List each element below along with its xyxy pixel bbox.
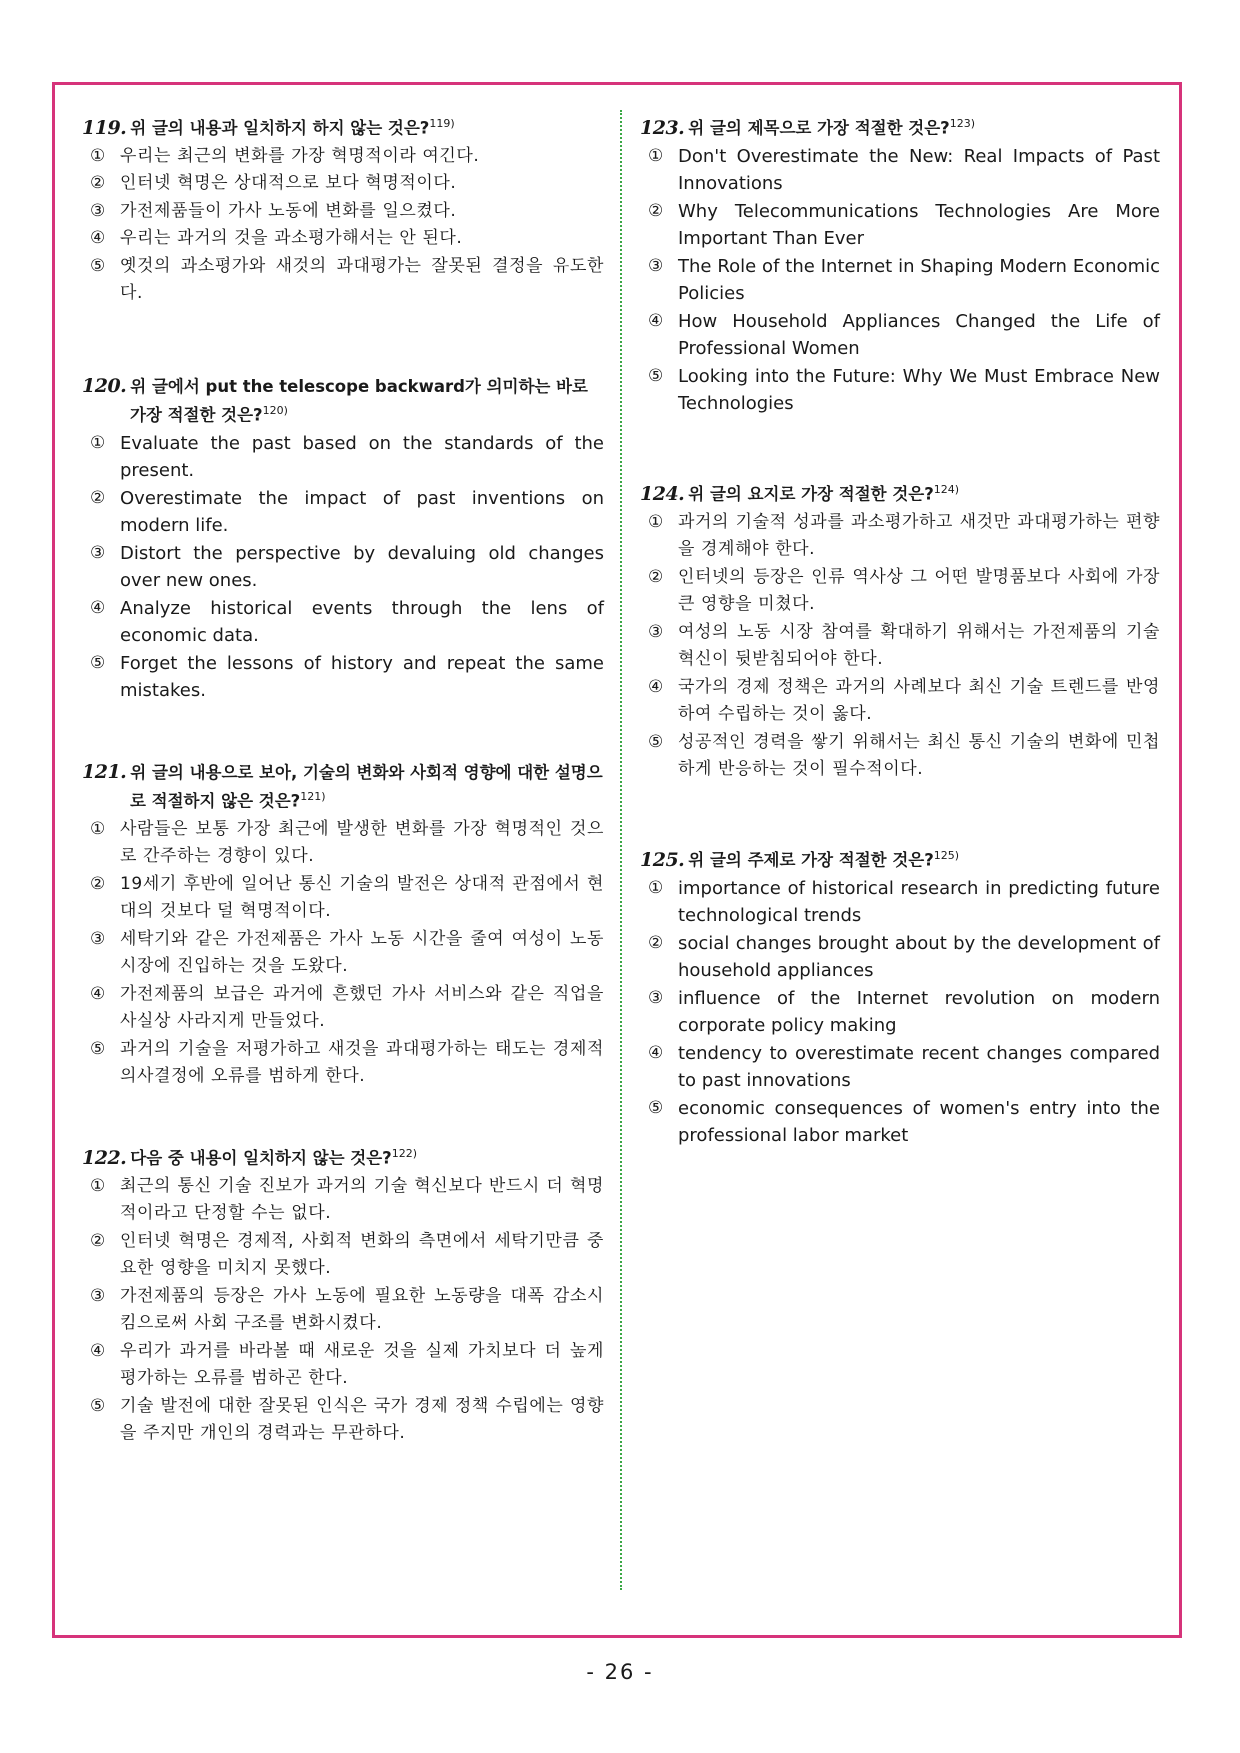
answer-option-3[interactable]	[640, 253, 1160, 308]
answer-option-3[interactable]	[82, 1283, 604, 1338]
option-text: 기술 발전에 대한 잘못된 인식은 국가 경제 정책 수립에는 영향을 주지만 개인의 경력과는 무관하다.	[120, 1395, 604, 1443]
option-text: 세탁기와 같은 가전제품은 가사 노동 시간을 줄여 여성이 노동 시장에 진입하는 것을 도왔다.	[120, 928, 604, 976]
option-marker: ④	[648, 1042, 664, 1063]
question-number: 121.	[82, 761, 127, 783]
option-marker: ⑤	[90, 1395, 106, 1416]
answer-option-3[interactable]	[82, 198, 604, 226]
answer-option-4[interactable]	[640, 674, 1160, 729]
option-text: Analyze historical events through the lens of economic data.	[120, 597, 604, 646]
question-prompt	[640, 844, 1160, 873]
question-124	[640, 478, 1160, 784]
question-prompt	[82, 374, 604, 428]
option-marker: ①	[90, 818, 106, 839]
question-ref: 122)	[391, 1147, 418, 1160]
page-number: - 26 -	[586, 1660, 654, 1684]
answer-option-1[interactable]	[640, 509, 1160, 564]
answer-option-5[interactable]	[640, 729, 1160, 784]
answer-option-2[interactable]	[82, 1228, 604, 1283]
answer-options	[82, 430, 604, 705]
answer-option-1[interactable]	[82, 1173, 604, 1228]
option-text: Looking into the Future: Why We Must Embrace New Technologies	[678, 365, 1160, 414]
answer-options	[82, 816, 604, 1091]
question-text: 위 글의 내용과 일치하지 하지 않는 것은?	[130, 118, 430, 138]
option-text: Overestimate the impact of past inventions on modern life.	[120, 487, 604, 536]
option-marker: ①	[648, 145, 664, 166]
option-marker: ③	[648, 621, 664, 642]
option-text: Distort the perspective by devaluing old changes over new ones.	[120, 542, 604, 591]
answer-options	[640, 509, 1160, 784]
option-text: influence of the Internet revolution on modern corporate policy making	[678, 987, 1160, 1036]
option-text: 최근의 통신 기술 진보가 과거의 기술 혁신보다 반드시 더 혁명적이라고 단정할 수는 없다.	[120, 1175, 604, 1223]
question-ref: 119)	[429, 117, 455, 130]
option-text: 여성의 노동 시장 참여를 확대하기 위해서는 가전제품의 기술 혁신이 뒷받침되어야 한다.	[678, 621, 1160, 669]
answer-option-4[interactable]	[82, 1338, 604, 1393]
option-text: 국가의 경제 정책은 과거의 사례보다 최신 기술 트렌드를 반영하여 수립하는 것이 옳다.	[678, 676, 1160, 724]
option-marker: ②	[90, 487, 106, 508]
question-123	[640, 112, 1160, 418]
answer-option-4[interactable]	[82, 225, 604, 253]
question-119	[82, 112, 604, 308]
option-text: 우리가 과거를 바라볼 때 새로운 것을 실제 가치보다 더 높게 평가하는 오류를 범하곤 한다.	[120, 1340, 604, 1388]
option-text: 사람들은 보통 가장 최근에 발생한 변화를 가장 혁명적인 것으로 간주하는 경향이 있다.	[120, 818, 604, 866]
question-ref: 121)	[300, 790, 326, 803]
answer-option-2[interactable]	[640, 564, 1160, 619]
option-marker: ④	[90, 597, 106, 618]
answer-option-2[interactable]	[640, 198, 1160, 253]
option-marker: ⑤	[90, 652, 106, 673]
question-prompt	[82, 760, 604, 814]
option-marker: ⑤	[90, 255, 106, 276]
option-marker: ④	[648, 310, 664, 331]
answer-options	[82, 1173, 604, 1448]
column-divider	[620, 110, 622, 1590]
option-text: Forget the lessons of history and repeat the same mistakes.	[120, 652, 604, 701]
question-text: 위 글의 주제로 가장 적절한 것은?	[688, 850, 934, 870]
answer-option-5[interactable]	[640, 363, 1160, 418]
option-text: 인터넷 혁명은 상대적으로 보다 혁명적이다.	[120, 173, 457, 193]
option-text: 옛것의 과소평가와 새것의 과대평가는 잘못된 결정을 유도한다.	[120, 255, 604, 303]
answer-option-2[interactable]	[82, 485, 604, 540]
option-text: importance of historical research in predicting future technological trends	[678, 877, 1160, 926]
answer-options	[640, 143, 1160, 418]
question-prompt	[640, 112, 1160, 141]
question-number: 123.	[640, 116, 685, 139]
question-number: 122.	[82, 1146, 127, 1169]
question-121	[82, 760, 604, 1091]
question-text: 위 글의 요지로 가장 적절한 것은?	[688, 484, 934, 504]
question-text: 위 글의 제목으로 가장 적절한 것은?	[688, 118, 950, 138]
option-marker: ⑤	[648, 731, 664, 752]
answer-option-5[interactable]	[82, 650, 604, 705]
answer-option-5[interactable]	[82, 253, 604, 308]
option-marker: ①	[90, 432, 106, 453]
answer-options	[640, 875, 1160, 1150]
option-marker: ①	[90, 1175, 106, 1196]
question-122	[82, 1142, 604, 1448]
question-prompt	[82, 112, 604, 141]
option-text: tendency to overestimate recent changes compared to past innovations	[678, 1042, 1160, 1091]
answer-option-3[interactable]	[640, 619, 1160, 674]
option-marker: ②	[648, 200, 664, 221]
option-text: Why Telecommunications Technologies Are More Important Than Ever	[678, 200, 1160, 249]
option-text: 우리는 최근의 변화를 가장 혁명적이라 여긴다.	[120, 145, 480, 166]
option-marker: ③	[90, 1285, 106, 1306]
option-marker: ①	[648, 877, 664, 898]
option-text: 인터넷 혁명은 경제적, 사회적 변화의 측면에서 세탁기만큼 중요한 영향을 미치지 못했다.	[120, 1230, 604, 1278]
question-number: 119.	[82, 116, 127, 139]
option-text: 과거의 기술적 성과를 과소평가하고 새것만 과대평가하는 편향을 경계해야 한다.	[678, 511, 1160, 559]
answer-option-2[interactable]	[640, 930, 1160, 985]
question-number: 124.	[640, 482, 685, 505]
option-text: 가전제품들이 가사 노동에 변화를 일으켰다.	[120, 200, 457, 221]
question-prompt	[640, 478, 1160, 507]
answer-option-1[interactable]	[640, 875, 1160, 930]
option-marker: ③	[648, 255, 664, 276]
question-ref: 123)	[949, 117, 976, 130]
option-text: The Role of the Internet in Shaping Modern Economic Policies	[678, 255, 1160, 304]
option-marker: ③	[90, 928, 106, 949]
answer-option-4[interactable]	[82, 981, 604, 1036]
answer-option-5[interactable]	[82, 1036, 604, 1091]
option-marker: ⑤	[90, 1038, 106, 1059]
option-text: economic consequences of women's entry into the professional labor market	[678, 1097, 1160, 1146]
option-text: 가전제품의 보급은 과거에 흔했던 가사 서비스와 같은 직업을 사실상 사라지게 만들었다.	[120, 983, 604, 1031]
answer-option-4[interactable]	[640, 1040, 1160, 1095]
answer-option-4[interactable]	[82, 595, 604, 650]
option-marker: ③	[648, 987, 664, 1008]
option-marker: ④	[90, 1340, 106, 1361]
answer-option-2[interactable]	[82, 871, 604, 926]
answer-options	[82, 143, 604, 308]
question-prompt	[82, 1142, 604, 1171]
option-text: 과거의 기술을 저평가하고 새것을 과대평가하는 태도는 경제적 의사결정에 오류를 범하게 한다.	[120, 1038, 604, 1086]
option-text: 19세기 후반에 일어난 통신 기술의 발전은 상대적 관점에서 현대의 것보다 덜 혁명적이다.	[120, 873, 604, 921]
answer-option-3[interactable]	[82, 926, 604, 981]
option-text: Evaluate the past based on the standards of the present.	[120, 432, 604, 481]
option-marker: ②	[90, 1230, 106, 1251]
option-marker: ④	[90, 983, 106, 1004]
option-text: 인터넷의 등장은 인류 역사상 그 어떤 발명품보다 사회에 가장 큰 영향을 미쳤다.	[678, 566, 1160, 614]
option-text: Don't Overestimate the New: Real Impacts of Past Innovations	[678, 145, 1160, 194]
option-marker: ④	[648, 676, 664, 697]
answer-option-1[interactable]	[640, 143, 1160, 198]
question-number: 125.	[640, 848, 685, 871]
answer-option-3[interactable]	[640, 985, 1160, 1040]
question-125	[640, 844, 1160, 1150]
answer-option-1[interactable]	[82, 816, 604, 871]
option-text: 우리는 과거의 것을 과소평가해서는 안 된다.	[120, 228, 463, 248]
option-marker: ③	[90, 200, 106, 221]
option-marker: ⑤	[648, 1097, 664, 1118]
option-marker: ②	[648, 566, 664, 587]
option-text: How Household Appliances Changed the Life of Professional Women	[678, 310, 1160, 359]
question-number: 120.	[82, 375, 127, 397]
option-text: 성공적인 경력을 쌓기 위해서는 최신 통신 기술의 변화에 민첩하게 반응하는 것이 필수적이다.	[678, 731, 1160, 779]
option-marker: ②	[90, 873, 106, 894]
option-marker: ④	[90, 228, 106, 248]
question-ref: 124)	[933, 483, 960, 496]
option-text: 가전제품의 등장은 가사 노동에 필요한 노동량을 대폭 감소시킴으로써 사회 구조를 변화시켰다.	[120, 1285, 604, 1333]
option-marker: ①	[648, 511, 664, 532]
question-text: 위 글에서 put the telescope backward가 의미하는 바로 가장 적절한 것은?	[130, 377, 588, 425]
answer-option-1[interactable]	[82, 430, 604, 485]
question-text: 위 글의 내용으로 보아, 기술의 변화와 사회적 영향에 대한 설명으로 적절하지 않은 것은?	[130, 763, 603, 811]
option-marker: ②	[90, 173, 106, 193]
answer-option-5[interactable]	[640, 1095, 1160, 1150]
question-ref: 125)	[933, 849, 960, 862]
option-marker: ②	[648, 932, 664, 953]
option-text: social changes brought about by the development of household appliances	[678, 932, 1160, 981]
answer-option-5[interactable]	[82, 1393, 604, 1448]
option-marker: ①	[90, 145, 106, 166]
option-marker: ③	[90, 542, 106, 563]
question-ref: 120)	[262, 404, 288, 417]
answer-option-1[interactable]	[82, 143, 604, 171]
question-text: 다음 중 내용이 일치하지 않는 것은?	[130, 1148, 392, 1168]
option-marker: ⑤	[648, 365, 664, 386]
answer-option-4[interactable]	[640, 308, 1160, 363]
answer-option-3[interactable]	[82, 540, 604, 595]
question-120	[82, 374, 604, 705]
answer-option-2[interactable]	[82, 170, 604, 198]
